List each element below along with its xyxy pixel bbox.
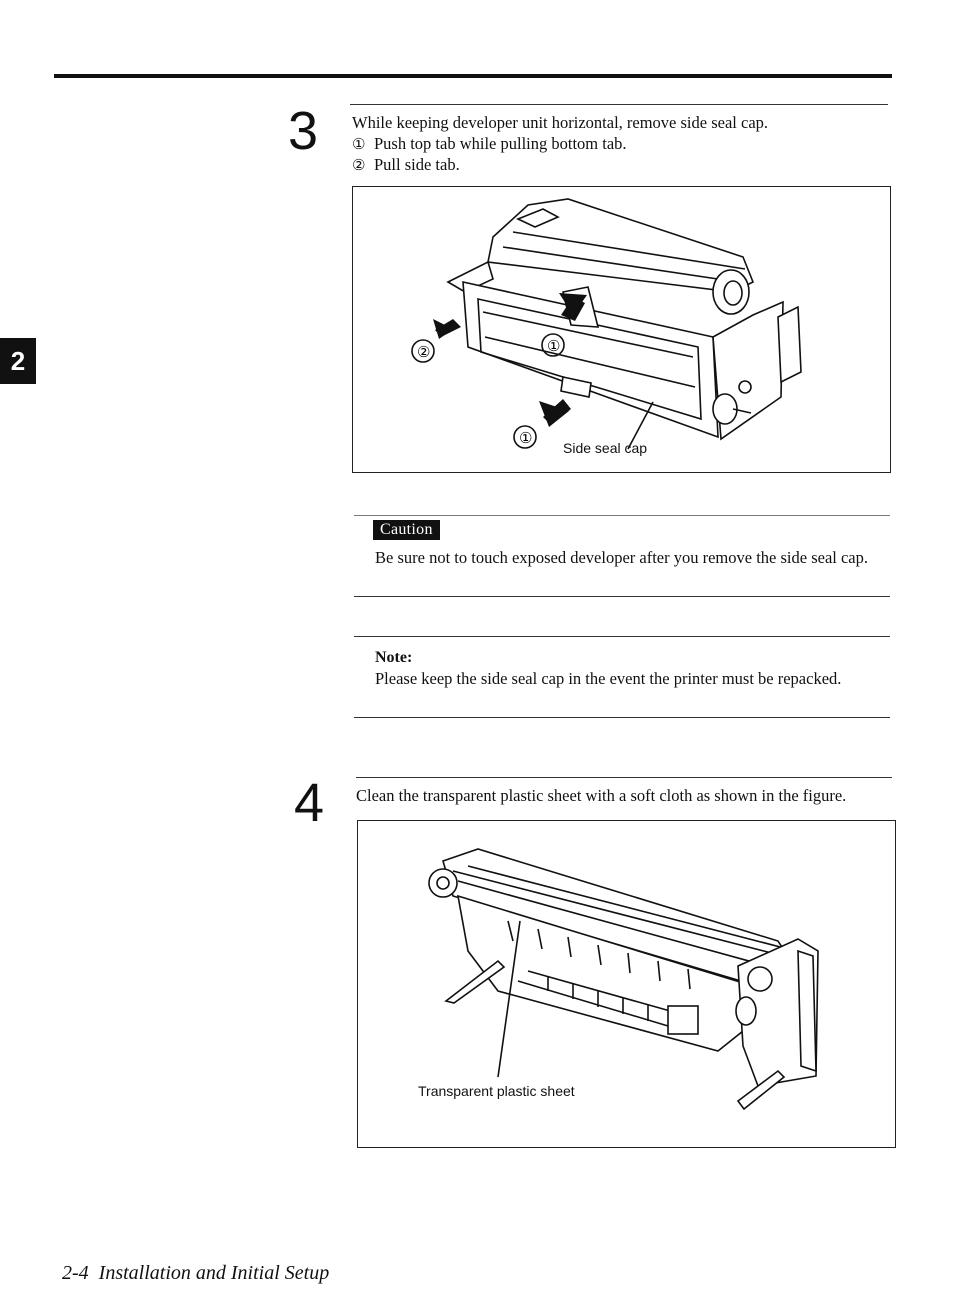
substep-2 (352, 154, 460, 176)
callout-1-bottom: ① (519, 430, 533, 447)
note-bottom-rule (354, 717, 890, 718)
transparent-plastic-sheet-label: Transparent plastic sheet (418, 1083, 575, 1099)
note-top-rule (354, 636, 890, 637)
figure-developer-unit (352, 186, 891, 473)
step-number: 4 (294, 773, 325, 833)
section-title: Installation and Initial Setup (98, 1262, 330, 1284)
step-instruction: While keeping developer unit horizontal, remove side seal cap. (352, 113, 769, 132)
developer-unit-illustration (353, 187, 890, 472)
substep-text: Pull side tab. (374, 155, 460, 174)
caution-top-rule (354, 515, 890, 516)
substep-text: Push top tab while pulling bottom tab. (374, 134, 627, 153)
step-number: 3 (288, 101, 319, 161)
figure-plastic-sheet (357, 820, 896, 1148)
callout-2: ② (417, 344, 431, 361)
side-seal-cap-label: Side seal cap (563, 440, 648, 456)
page-number: 2-4 (62, 1262, 89, 1284)
note-heading: Note: (375, 649, 413, 666)
substep-marker: ① (352, 135, 366, 153)
step-rule (356, 777, 892, 778)
page-footer (62, 1262, 329, 1285)
caution-heading: Caution (373, 520, 440, 540)
substep-marker: ② (352, 156, 366, 174)
caution-text: Be sure not to touch exposed developer after you remove the side seal cap. (375, 548, 868, 567)
substep-1 (352, 133, 627, 155)
chapter-tab: 2 (0, 338, 36, 384)
callout-1-top: ① (547, 338, 561, 355)
step-rule (350, 104, 888, 105)
caution-bottom-rule (354, 596, 890, 597)
note-text: Please keep the side seal cap in the event the printer must be repacked. (375, 669, 842, 688)
header-rule (54, 74, 892, 78)
step-instruction: Clean the transparent plastic sheet with a soft cloth as shown in the figure. (356, 786, 847, 805)
